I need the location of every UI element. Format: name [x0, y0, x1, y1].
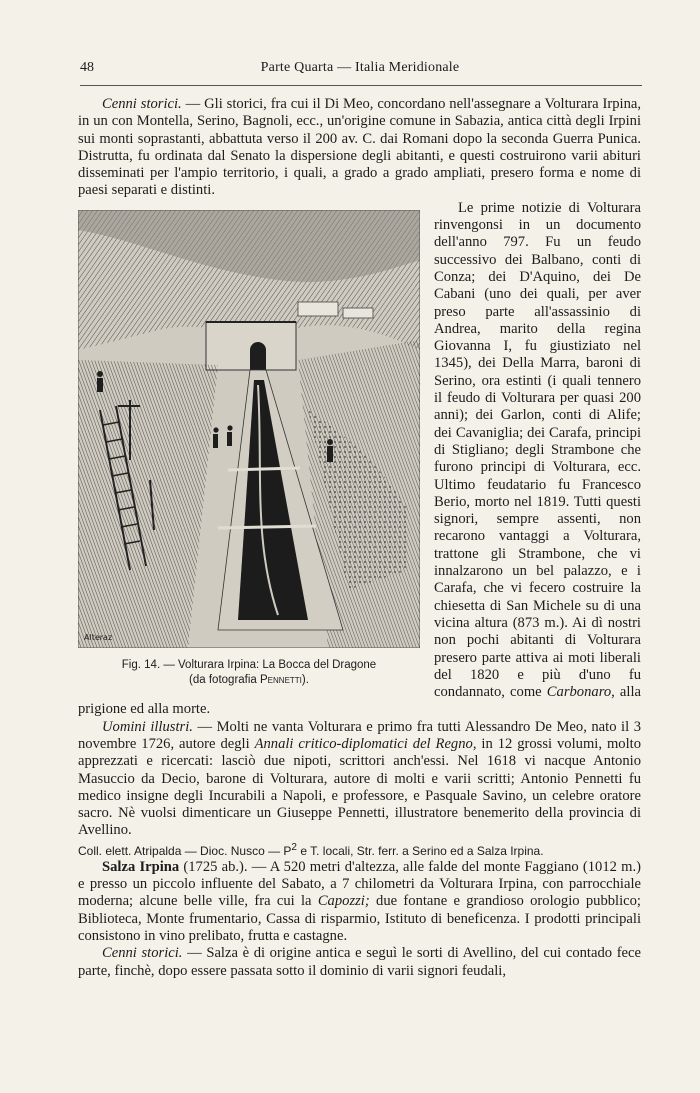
paragraph-salza-cenni-storici: Cenni storici. — Salza è di origine antica e seguì le sorti di Avellino, del cui contado fece parte, finchè, dopo essere passata sotto il dominio di varii signori feudali,: [78, 945, 641, 979]
figure-caption: [78, 658, 420, 688]
running-header: [80, 60, 640, 82]
paragraph-prime-notizie: Le prime notizie di Volturara rinvengonsi in un documento dell'anno 797. Fu un feudo successivo dei Balbano, conti di Conza; dei D'Aquino, dei De Cabani (uno dei quali, per aver preso parte all'assassinio di Andrea, marito della regina Giovanna I, fu giustiziato nel 1345), dei Della Marra, baroni di Serino, ora estinti (i quali tennero il feudo di Volturara per quasi 200 anni); dei Garlon, conti di Alife; dei Cavaniglia; dei Carafa, principi di Stigliano; degli Strambone che furono principi di Volturara, ecc. Ultimo feudatario fu Francesco Berio, morto nel 1819. Tutti questi signori, sempre assenti, non recarono vantaggi a Volturara, trattone gli Strambone, che vi innalzarono un bel palazzo, e i Carafa, che vi fecero costruire la chiesetta di San Michele su di una vicina altura (873 m.). Ai dì nostri non pochi abitanti di Volturara presero parte attiva ai moti liberali del 1820 e più d'uno fu condannato, come Carbonaro, alla prigione ed alla morte.: [78, 199, 641, 718]
header-rule: [80, 85, 642, 86]
section-lead: Cenni storici.: [102, 96, 182, 112]
running-title: Parte Quarta — Italia Meridionale: [260, 60, 460, 75]
engraver-signature: Alteraz: [84, 632, 113, 642]
town-name: Salza Irpina: [102, 858, 180, 875]
electoral-info: Coll. elett. Atripalda — Dioc. Nusco — $P^2$ e T. locali, Str. ferr. a Serino ed a Salza Irpina.: [78, 841, 544, 858]
section-lead: Cenni storici.: [102, 945, 183, 962]
figure-14: [78, 210, 420, 688]
paragraph-salza-irpina: Salza Irpina (1725 ab.). — A 520 metri d'altezza, alle falde del monte Faggiano (1012 m.) e presso un piccolo influente del Sabato, a 7 chilometri da Volturara Irpina, con parrocchiale moderna; alcune belle ville, fra cui la Capozzi; due fontane e grandioso orologio pubblico; Biblioteca, Monte frumentario, Cassa di risparmio, Istituto di beneficenza. I prodotti principali consistono in vino prelibato, frutta e castagne.: [78, 858, 641, 944]
paragraph-cenni-storici: Cenni storici. — Gli storici, fra cui il Di Meo, concordano nell'assegnare a Volturara Irpina, in un con Montella, Serino, Bagnoli, ecc., un'origine comune in Sabazia, antica città degli Irpini sui monti soprastanti, abbattuta verso il 200 av. C. dai Romani dopo la seconda Guerra Punica. Distrutta, fu ordinata dal Senato la dispersione degli abitanti, e questi costruirono varii abituri disseminati per l'ampio territorio, i quali, a grado a grado ampliati, presero forma e nome di paesi separati e distinti.: [78, 96, 641, 199]
page-number: 48: [80, 60, 94, 75]
paragraph-uomini-illustri: Uomini illustri. — Molti ne vanta Volturara e primo fra tutti Alessandro De Meo, nato il 3 novembre 1726, autore degli Annali critico-diplomatici del Regno, in 12 grossi volumi, molto apprezzati e ricercati: lasciò due nipoti, scrittori anch'essi. Nel 1618 vi nacque Antonio Masuccio da Decio, barone di Volturara, autore di molti e varii scritti; Antonio Pennetti fu medico insigne degli Incurabili a Napoli, e professore, e Pasquale Savino, un celebre oratore sacro. Nè vuolsi dimenticare un Giuseppe Pennetti, illustratore benemerito della provincia di Avellino.: [78, 718, 641, 839]
body-text: [78, 96, 641, 980]
caption-line-2: (da fotografia Pennetti).: [189, 673, 309, 686]
section-lead: Uomini illustri.: [102, 718, 193, 735]
engraving-bocca-del-dragone: [78, 210, 420, 648]
caption-line-1: Fig. 14. — Volturara Irpina: La Bocca del Dragone: [121, 658, 377, 671]
